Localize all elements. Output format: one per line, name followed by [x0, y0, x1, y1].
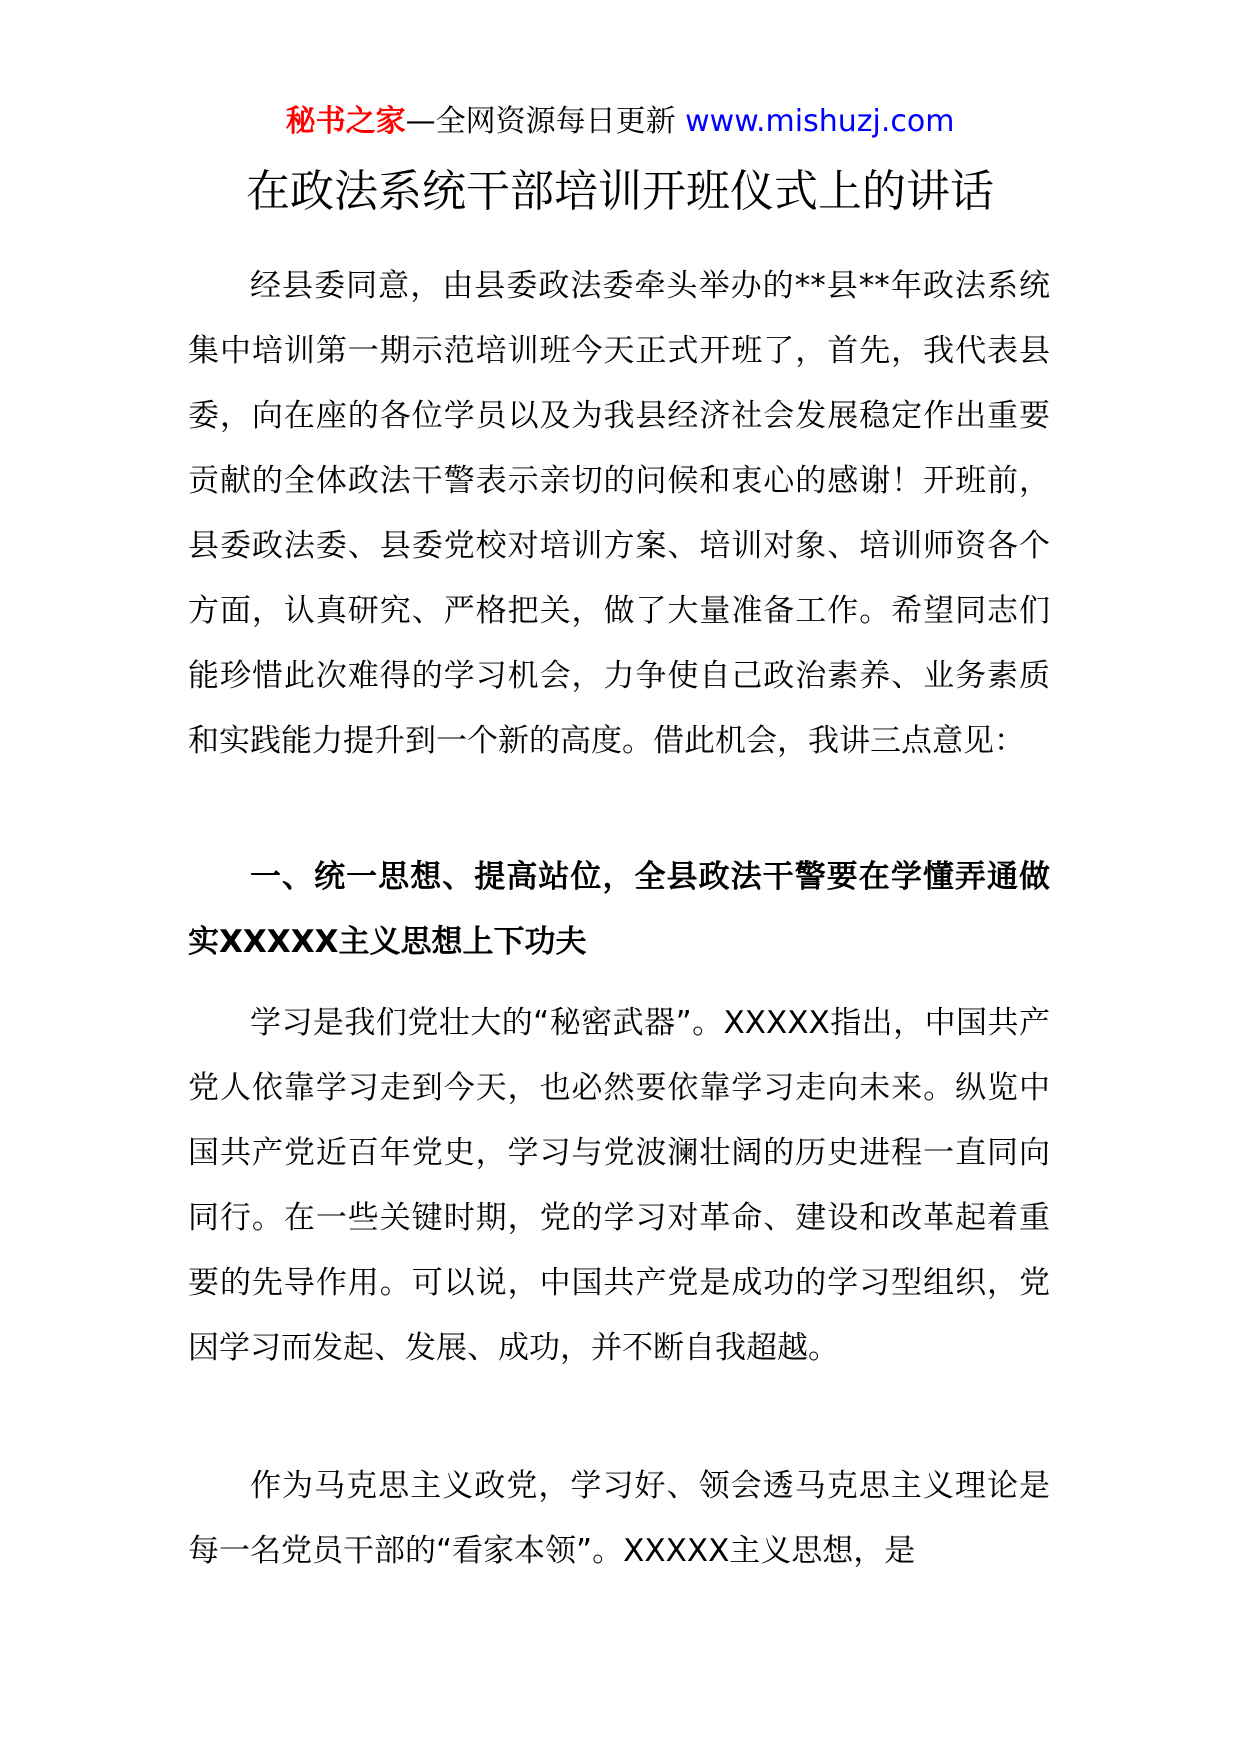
- paragraph-intro: 经县委同意，由县委政法委牵头举办的**县**年政法系统集中培训第一期示范培训班今天正式开班了，首先，我代表县委，向在座的各位学员以及为我县经济社会发展稳定作出重要贡献的全体政法干警表示亲切的问候和衷心的感谢！开班前，县委政法委、县委党校对培训方案、培训对象、培训师资各个方面，认真研究、严格把关，做了大量准备工作。希望同志们能珍惜此次难得的学习机会，力争使自己政治素养、业务素质和实践能力提升到一个新的高度。借此机会，我讲三点意见：: [188, 268, 1050, 759]
- paragraph-learning: 学习是我们党壮大的“秘密武器”。XXXXX指出，中国共产党人依靠学习走到今天，也必然要依靠学习走向未来。纵览中国共产党近百年党史，学习与党波澜壮阔的历史进程一直同向同行。在一些关键时期，党的学习对革命、建设和改革起着重要的先导作用。可以说，中国共产党是成功的学习型组织，党因学习而发起、发展、成功，并不断自我超越。: [188, 1005, 1050, 1366]
- site-url-link[interactable]: www.mishuzj.com: [685, 104, 955, 139]
- document-title: 在政法系统干部培训开班仪式上的讲话: [246, 166, 994, 217]
- site-header: [0, 100, 1240, 144]
- header-tagline: —全网资源每日更新: [405, 104, 676, 139]
- section-heading-1: 一、统一思想、提高站位，全县政法干警要在学懂弄通做实XXXXX主义思想上下功夫: [188, 859, 1050, 960]
- section-heading-block: [188, 845, 1050, 975]
- paragraph-block: [188, 991, 1050, 1381]
- paragraph-marxism: 作为马克思主义政党，学习好、领会透马克思主义理论是每一名党员干部的“看家本领”。XXXXX主义思想，是: [188, 1468, 1050, 1569]
- paragraph-block: [188, 254, 1050, 774]
- brand-name: 秘书之家: [285, 104, 406, 139]
- paragraph-block: [188, 1454, 1050, 1584]
